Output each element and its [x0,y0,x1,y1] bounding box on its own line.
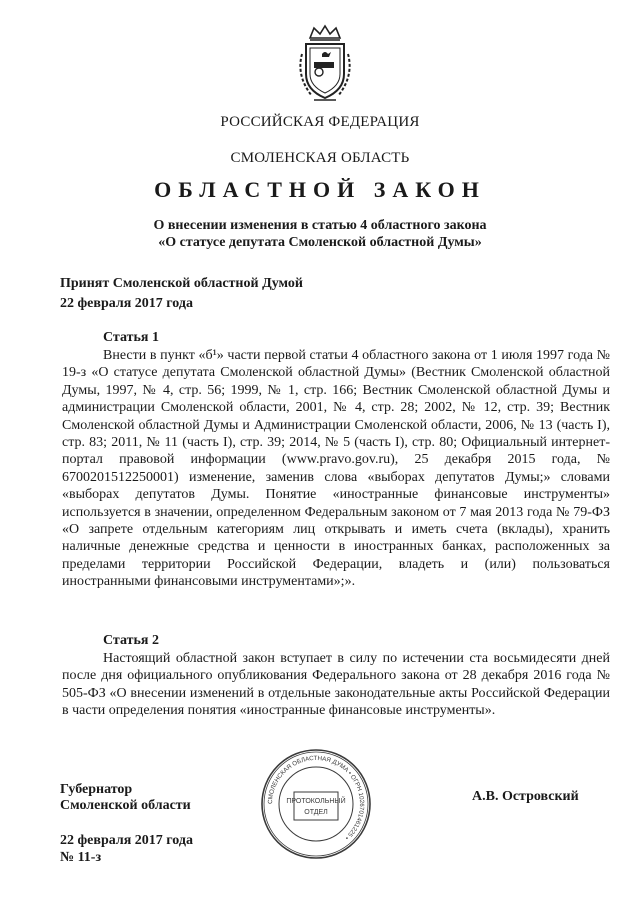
region-name: СМОЛЕНСКАЯ ОБЛАСТЬ [230,150,410,166]
seal-ring-text: СМОЛЕНСКАЯ ОБЛАСТНАЯ ДУМА • ОГРН 1026701461225 • [266,754,366,841]
seal-stamp-line-1: ПРОТОКОЛЬНЫЙ [286,798,346,805]
signatory-position-line-2: Смоленской области [60,798,191,813]
article-1-text: Внести в пункт «б¹» части первой статьи 4 областного закона от 1 июля 1997 года № 19-з «О статусе депутата Смоленской областной Думы» (Вестник Смоленской областной Думы, 1997, № 4, стр. 56; 1999, № 1, стр. 166; Вестник Смоленской областной Думы и администрации Смоленской области, 2001, № 4, стр. 28; 2002, № 12, стр. 39; Вестник Смоленской областной Думы и Администрации Смоленской области, 2006, № 13 (часть I), стр. 83; 2011, № 11 (часть I), стр. 39; 2014, № 5 (часть I), стр. 80; Официальный интернет-портал правовой информации (www.pravo.gov.ru), 25 декабря 2015 года, № 6700201512250001) изменение, заменив слова «выборах депутатов Думы;» словами «выборах депутатов Думы. Понятие «иностранные финансовые инструменты» используется в значении, определенном Федеральным законом от 7 мая 2013 года № 79-ФЗ «О запрете отдельным категориям лиц открывать и иметь счета (вклады), хранить наличные денежные средства и ценности в иностранных банках, расположенных за пределами территории Российской Федерации, владеть и (или) пользоваться иностранными финансовыми инструментами»;». [62,348,610,590]
law-title-line-1: О внесении изменения в статью 4 областного закона [153,218,487,233]
country-name: РОССИЙСКАЯ ФЕДЕРАЦИЯ [220,114,420,130]
signatory-position-line-1: Губернатор [60,782,133,797]
adoption-statement: Принят Смоленской областной Думой [60,276,303,291]
coat-of-arms-emblem [292,24,358,106]
adoption-date: 22 февраля 2017 года [60,296,193,311]
article-1-heading: Статья 1 [103,330,159,345]
seal-stamp-line-2: ОТДЕЛ [304,809,328,816]
signatory-name: А.В. Островский [472,789,579,804]
article-2-text: Настоящий областной закон вступает в силу по истечении ста восьмидесяти дней после дня официального опубликования Федерального закона от 28 декабря 2016 года № 505-ФЗ «О внесении изменений в отдельные законодательные акты Российской Федерации в части определения понятия «иностранные финансовые инструменты». [62,651,610,719]
official-seal-stamp [260,748,372,860]
document-type-title: ОБЛАСТНОЙ ЗАКОН [154,177,486,202]
law-title-line-2: «О статусе депутата Смоленской областной Думы» [158,235,482,250]
article-2-heading: Статья 2 [103,633,159,648]
signing-date: 22 февраля 2017 года [60,833,193,848]
law-number: № 11-з [60,850,102,865]
